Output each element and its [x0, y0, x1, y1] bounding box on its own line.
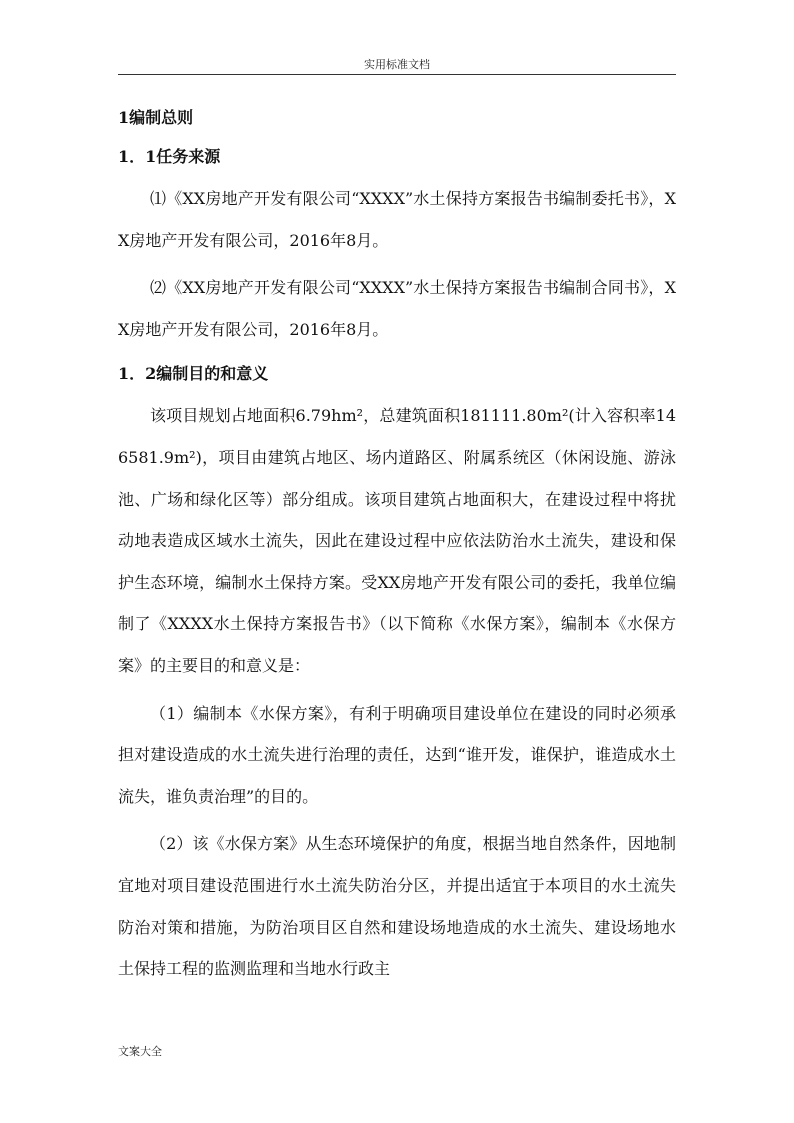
document-body — [118, 100, 676, 996]
page-header: 实用标准文档 — [364, 58, 430, 71]
purpose-intro-paragraph: 该项目规划占地面积6.79hm²，总建筑面积181111.80m²(计入容积率146581.9m²)，项目由建筑占地区、场内道路区、附属系统区（休闲设施、游泳池、广场和绿化区等）部分组成。该项目建筑占地面积大，在建设过程中将扰动地表造成区域水土流失，因此在建设过程中应依法防治水土流失，建设和保护生态环境，编制水土保持方案。受XX房地产开发有限公司的委托，我单位编制了《XXXX水土保持方案报告书》（以下简称《水保方案》，编制本《水保方案》的主要目的和意义是： — [118, 406, 676, 675]
section-heading-1-2: 1．2编制目的和意义 — [118, 364, 269, 384]
section-heading-1: 1编制总则 — [118, 108, 194, 127]
purpose-point-1: （1）编制本《水保方案》，有利于明确项目建设单位在建设的同时必须承担对建设造成的水土流失进行治理的责任，达到“谁开发，谁保护，谁造成水土流失，谁负责治理”的目的。 — [118, 703, 676, 806]
page-footer: 文案大全 — [118, 1045, 162, 1058]
purpose-point-2: （2）该《水保方案》从生态环境保护的角度，根据当地自然条件，因地制宜地对项目建设范围进行水土流失防治分区，并提出适宜于本项目的水土流失防治对策和措施，为防治项目区自然和建设场地造成的水土流失、建设场地水土保持工程的监测监理和当地水行政主 — [118, 834, 676, 979]
task-source-item-2: ⑵《XX房地产开发有限公司“XXXX”水土保持方案报告书编制合同书》，XX房地产开发有限公司，2016年8月。 — [118, 278, 676, 339]
section-heading-1-1: 1．1任务来源 — [118, 147, 221, 166]
header-divider — [118, 74, 676, 75]
task-source-item-1: ⑴《XX房地产开发有限公司“XXXX”水土保持方案报告书编制委托书》，XX房地产开发有限公司，2016年8月。 — [118, 189, 676, 250]
